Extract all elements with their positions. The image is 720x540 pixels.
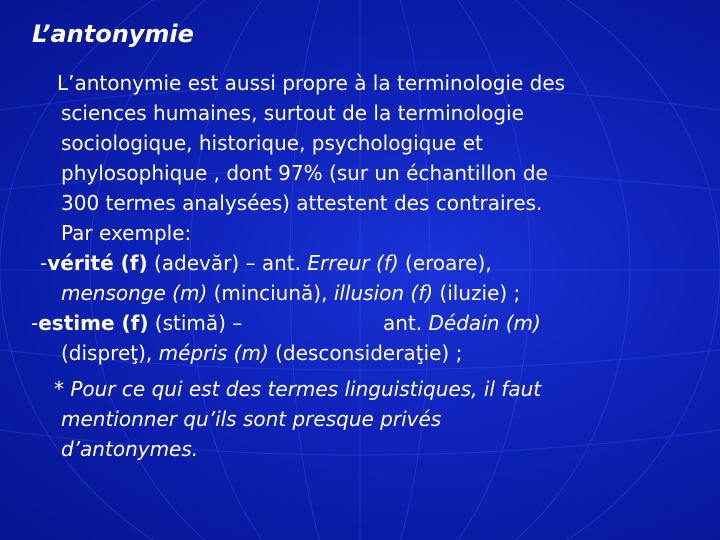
- example-1-line-1: [40, 248, 492, 278]
- example-1-antonym-3-translation: (iluzie) ;: [433, 281, 521, 305]
- example-1-antonym-1-translation: (eroare),: [398, 251, 492, 275]
- example-2-antonym-group: [383, 308, 541, 338]
- example-2-line-1: [31, 308, 242, 338]
- example-2-translation: (stimă) –: [148, 311, 243, 335]
- example-2-antonym-2-translation: (desconsideraţie) ;: [268, 341, 463, 365]
- example-1-dash: -: [40, 251, 48, 275]
- example-1-antonym-3: illusion (f): [333, 281, 434, 305]
- paragraph-line-1: L’antonymie est aussi propre à la terminologie des: [57, 71, 566, 95]
- slide-title: L’antonymie: [32, 20, 194, 48]
- example-2-antonym-1: Dédain (m): [428, 311, 541, 335]
- paragraph-line-6: Par exemple:: [61, 221, 192, 245]
- paragraph-line-5: 300 termes analysées) attestent des contraires.: [61, 191, 543, 215]
- note-line-3: d’antonymes.: [61, 437, 199, 461]
- example-2-antonym-1-translation: (dispreţ),: [61, 341, 159, 365]
- note-line-1: * Pour ce qui est des termes linguistiques, il faut: [54, 377, 542, 401]
- example-1-antonym-1: Erreur (f): [307, 251, 399, 275]
- example-1-line-2: [61, 278, 520, 308]
- example-1-translation: (adevăr) – ant.: [147, 251, 308, 275]
- example-2-term: estime (f): [38, 311, 149, 335]
- example-1-antonym-2: mensonge (m): [61, 281, 208, 305]
- example-2-line-2: [61, 338, 462, 368]
- note-line-2: mentionner qu’ils sont presque privés: [61, 407, 442, 431]
- paragraph-line-4: phylosophique , dont 97% (sur un échantillon de: [61, 161, 548, 185]
- example-1-antonym-2-translation: (minciună),: [207, 281, 334, 305]
- paragraph-line-2: sciences humaines, surtout de la terminologie: [61, 101, 524, 125]
- example-1-term: vérité (f): [47, 251, 148, 275]
- paragraph-line-3: sociologique, historique, psychologique et: [61, 131, 483, 155]
- example-2-antonym-2: mépris (m): [158, 341, 269, 365]
- example-2-ant-label: ant.: [383, 311, 429, 335]
- example-2-dash: -: [31, 311, 39, 335]
